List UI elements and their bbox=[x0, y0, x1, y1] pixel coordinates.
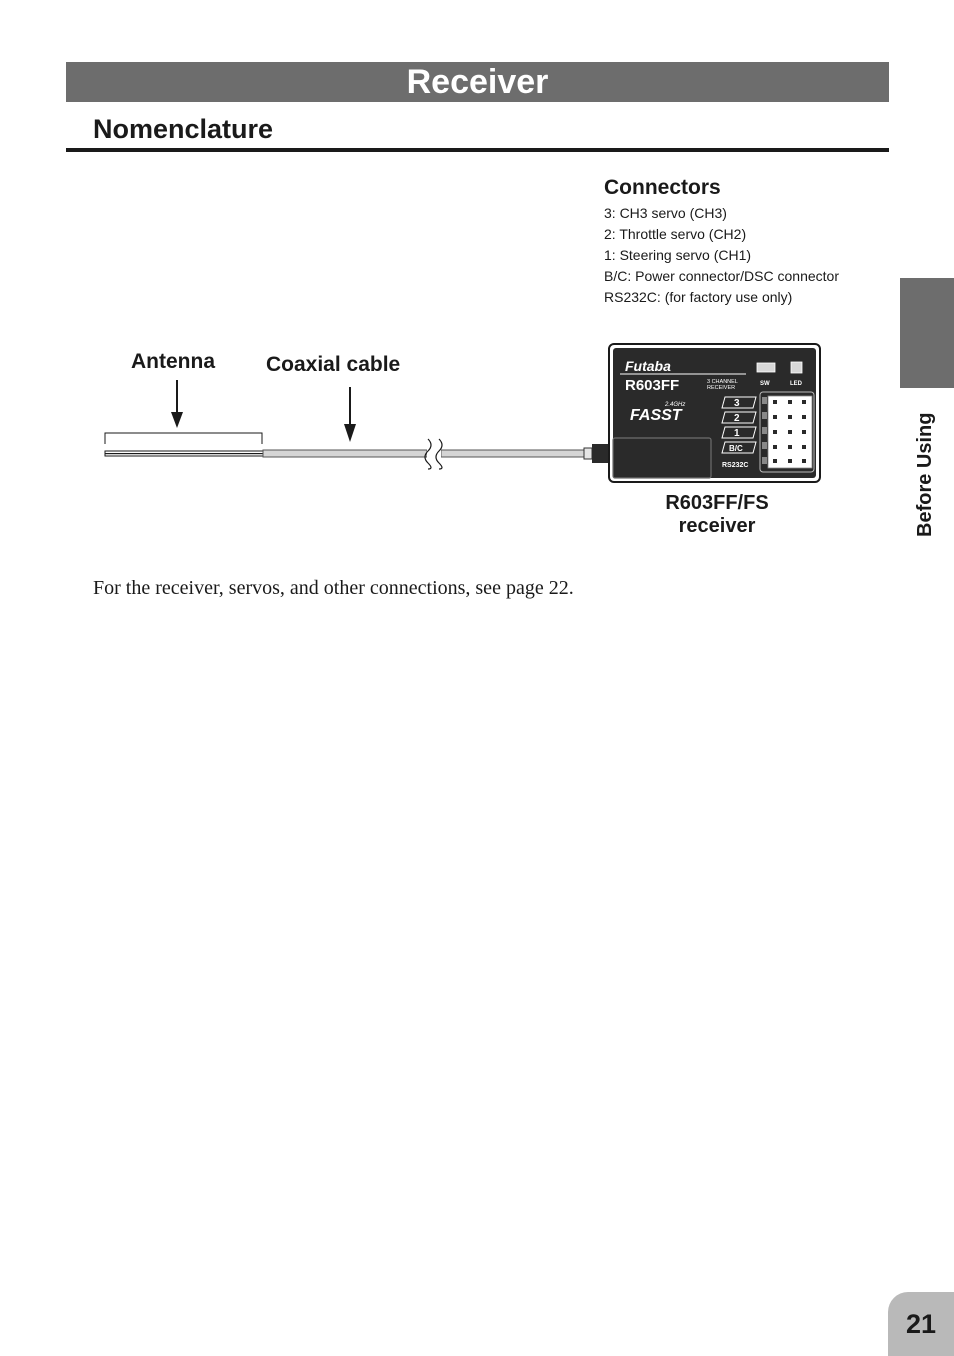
antenna-bracket bbox=[105, 433, 262, 444]
led-icon bbox=[791, 362, 802, 373]
rs232c-label: RS232C bbox=[722, 462, 749, 469]
page-number: 21 bbox=[905, 1309, 937, 1339]
connectors-heading: Connectors bbox=[604, 176, 721, 199]
receiver-frequency: 2.4GHz bbox=[665, 402, 686, 408]
port-label-1: 1 bbox=[734, 428, 740, 439]
receiver-diagram bbox=[0, 330, 954, 510]
connector-item-ch2: 2: Throttle servo (CH2) bbox=[604, 226, 747, 242]
section-divider bbox=[66, 148, 889, 152]
led-label: LED bbox=[790, 381, 802, 387]
section-title: Nomenclature bbox=[93, 114, 274, 144]
port-label-2: 2 bbox=[734, 413, 740, 424]
fasst-logo: FASST bbox=[630, 407, 682, 424]
receiver-channel-text-1: 3 CHANNEL bbox=[707, 379, 738, 385]
receiver-channel-text-2: RECEIVER bbox=[707, 385, 736, 391]
antenna-label: Antenna bbox=[131, 350, 215, 373]
side-tab-label: Before Using bbox=[914, 412, 936, 537]
connector-item-ch1: 1: Steering servo (CH1) bbox=[604, 247, 752, 263]
title-bar bbox=[66, 62, 889, 102]
port-label-bc: B/C bbox=[729, 444, 743, 453]
receiver-brand: Futaba bbox=[625, 358, 671, 374]
side-tab bbox=[900, 278, 954, 388]
port-label-3: 3 bbox=[734, 398, 740, 409]
receiver-unit bbox=[609, 344, 820, 482]
coaxial-cable-arrow bbox=[344, 387, 356, 442]
switch-icon bbox=[757, 363, 775, 372]
receiver-caption bbox=[617, 492, 817, 538]
receiver-model: R603FF bbox=[625, 377, 680, 394]
connector-item-bc: B/C: Power connector/DSC connector bbox=[604, 268, 839, 284]
connector-item-rs232c: RS232C: (for factory use only) bbox=[604, 289, 793, 305]
coaxial-cable-label: Coaxial cable bbox=[266, 353, 401, 376]
antenna-arrow bbox=[171, 380, 183, 428]
connectors-list bbox=[604, 203, 839, 308]
coaxial-cable bbox=[263, 439, 610, 469]
receiver-caption-line1: R603FF/FS bbox=[665, 492, 769, 514]
body-paragraph: For the receiver, servos, and other connections, see page 22. bbox=[93, 577, 574, 599]
connector-pin-header bbox=[760, 392, 814, 472]
connector-item-ch3: 3: CH3 servo (CH3) bbox=[604, 205, 727, 221]
page-number-box bbox=[888, 1292, 954, 1356]
switch-label: SW bbox=[760, 381, 770, 387]
page-title: Receiver bbox=[406, 63, 549, 101]
antenna-wire bbox=[105, 451, 263, 456]
receiver-caption-line2: receiver bbox=[678, 515, 756, 537]
